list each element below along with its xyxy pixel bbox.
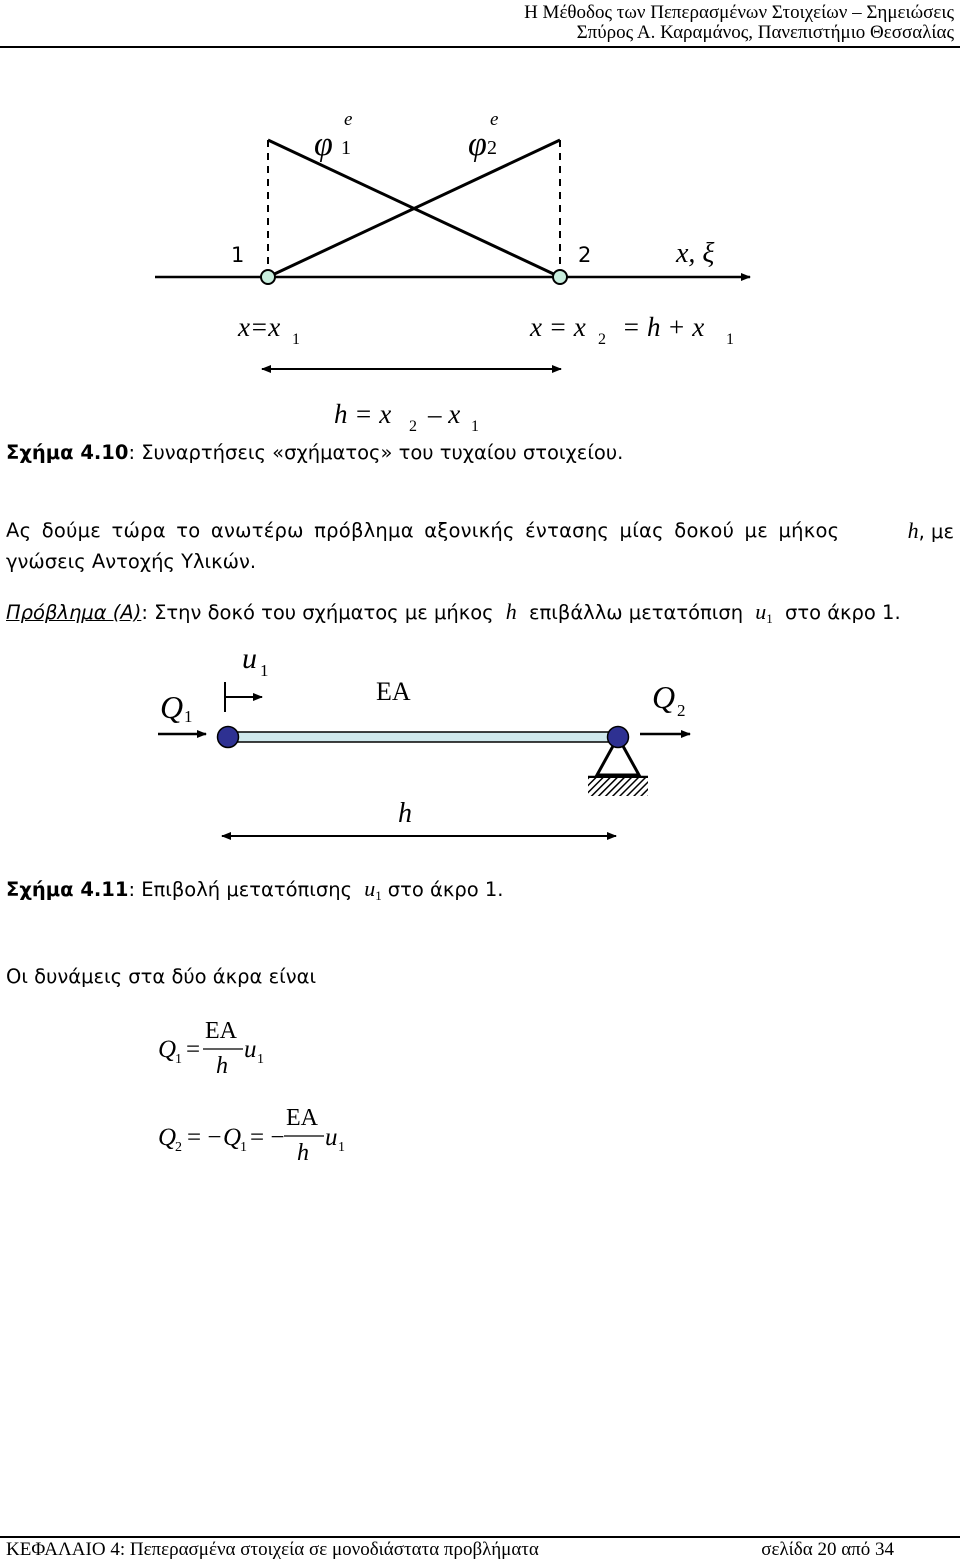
phi2-superscript: e xyxy=(490,109,499,130)
node-1 xyxy=(261,270,275,284)
figure-4-11-caption xyxy=(6,876,503,904)
eq1-denominator: h xyxy=(216,1053,228,1079)
node1-label: 1 xyxy=(231,243,245,267)
eq1-lhs-sub: 1 xyxy=(175,1052,182,1067)
eq2-lhs-sub: 2 xyxy=(175,1140,182,1155)
problem-var-h: h xyxy=(505,599,517,624)
problem-text-c: στο άκρο 1. xyxy=(784,601,901,624)
x2-position-subscript: 2 xyxy=(598,331,606,348)
problem-statement xyxy=(6,597,901,634)
header-author: Σπύρος Α. Καραμάνος, Πανεπιστήμιο Θεσσαλίας xyxy=(576,22,954,43)
eq1-numerator: EA xyxy=(205,1018,237,1044)
eq1-equals: = xyxy=(186,1036,201,1063)
figure-4-11-number: Σχήμα 4.11 xyxy=(6,878,129,901)
eq2-rhs-sub: 1 xyxy=(338,1140,345,1155)
phi1-symbol: φ xyxy=(314,126,333,163)
figure-shape-functions xyxy=(0,95,960,435)
u1-subscript: 1 xyxy=(260,661,269,680)
paragraph-forces: Οι δυνάμεις στα δύο άκρα είναι xyxy=(6,965,317,988)
q1-label: Q xyxy=(160,689,184,725)
eq2-lhs: Q xyxy=(158,1124,177,1151)
equations xyxy=(0,1005,960,1180)
eq2-rhs: u xyxy=(325,1124,338,1151)
q2-label: Q xyxy=(652,679,676,715)
paragraph-intro-line2: γνώσεις Αντοχής Υλικών. xyxy=(6,550,257,573)
problem-text-a: : Στην δοκό του σχήματος με μήκος xyxy=(141,601,494,624)
header-title: Η Μέθοδος των Πεπερασμένων Στοιχείων – Σημειώσεις xyxy=(524,2,954,23)
phi2-symbol: φ xyxy=(468,126,487,163)
h-equation: h = x xyxy=(334,399,392,429)
paragraph-intro-text: Ας δούμε τώρα το ανωτέρω πρόβλημα αξονικής έντασης μίας δοκού με μήκος xyxy=(6,519,840,542)
phi2-subscript: 2 xyxy=(487,137,497,159)
eq2-mid-sub: 1 xyxy=(240,1140,247,1155)
footer-rule xyxy=(0,1536,960,1538)
beam-node-1 xyxy=(218,727,239,748)
problem-var-u: u xyxy=(755,599,767,624)
eq2-denominator: h xyxy=(297,1140,309,1166)
eq2-mid: Q xyxy=(223,1124,242,1151)
var-h: h xyxy=(907,518,919,543)
q2-subscript: 2 xyxy=(677,701,686,720)
beam-node-2 xyxy=(608,727,629,748)
q1-subscript: 1 xyxy=(184,707,193,726)
x2-position-label-b: = h + x xyxy=(622,312,705,342)
paragraph-intro xyxy=(6,516,954,577)
x1-position-subscript: 1 xyxy=(292,331,300,348)
ground-hatch xyxy=(588,778,648,796)
eq2-numerator: EA xyxy=(286,1105,318,1131)
figure-4-10-caption xyxy=(6,441,623,464)
figure-4-11-text: : Επιβολή μετατόπισης xyxy=(128,878,353,901)
x2-position-subscript-b: 1 xyxy=(726,331,734,348)
u1-label: u xyxy=(242,642,257,675)
figure-4-11-var-u-sub: 1 xyxy=(375,888,382,903)
beam-length-label: h xyxy=(398,798,412,829)
problem-label: Πρόβλημα (Α) xyxy=(6,601,142,624)
x2-position-label: x = x xyxy=(530,312,586,342)
figure-4-11-var-u: u xyxy=(364,876,376,901)
figure-4-11-text-end: στο άκρο 1. xyxy=(387,878,504,901)
footer-page-number: σελίδα 20 από 34 xyxy=(761,1539,894,1560)
h-equation-b: – x xyxy=(428,399,461,429)
figure-beam xyxy=(0,630,960,855)
problem-var-u-sub: 1 xyxy=(766,611,773,626)
figure-4-10-number: Σχήμα 4.10 xyxy=(6,441,129,464)
eq2-equals-1: = − xyxy=(187,1124,222,1151)
axis-label: x, ξ xyxy=(676,238,715,269)
paragraph-intro-text-end: , με xyxy=(918,520,954,543)
header-rule xyxy=(0,46,960,48)
eq1-lhs: Q xyxy=(158,1036,177,1063)
eq2-equals-2: = − xyxy=(250,1124,285,1151)
phi1-subscript: 1 xyxy=(341,137,351,159)
node-2 xyxy=(553,270,567,284)
eq1-rhs-sub: 1 xyxy=(257,1052,264,1067)
figure-4-10-text: : Συναρτήσεις «σχήματος» του τυχαίου στοιχείου. xyxy=(128,441,624,464)
phi1-superscript: e xyxy=(344,109,353,130)
problem-text-b: επιβάλλω μετατόπιση xyxy=(529,601,744,624)
node2-label: 2 xyxy=(578,243,592,267)
h-equation-subscript: 2 xyxy=(409,418,417,435)
h-equation-subscript-b: 1 xyxy=(471,418,479,435)
ea-label: EA xyxy=(376,677,411,706)
eq1-rhs: u xyxy=(244,1036,257,1063)
footer-chapter: ΚΕΦΑΛΑΙΟ 4: Πεπερασμένα στοιχεία σε μονοδιάστατα προβλήματα xyxy=(6,1539,539,1560)
beam xyxy=(228,732,618,742)
x1-position-label: x=x xyxy=(238,312,281,342)
